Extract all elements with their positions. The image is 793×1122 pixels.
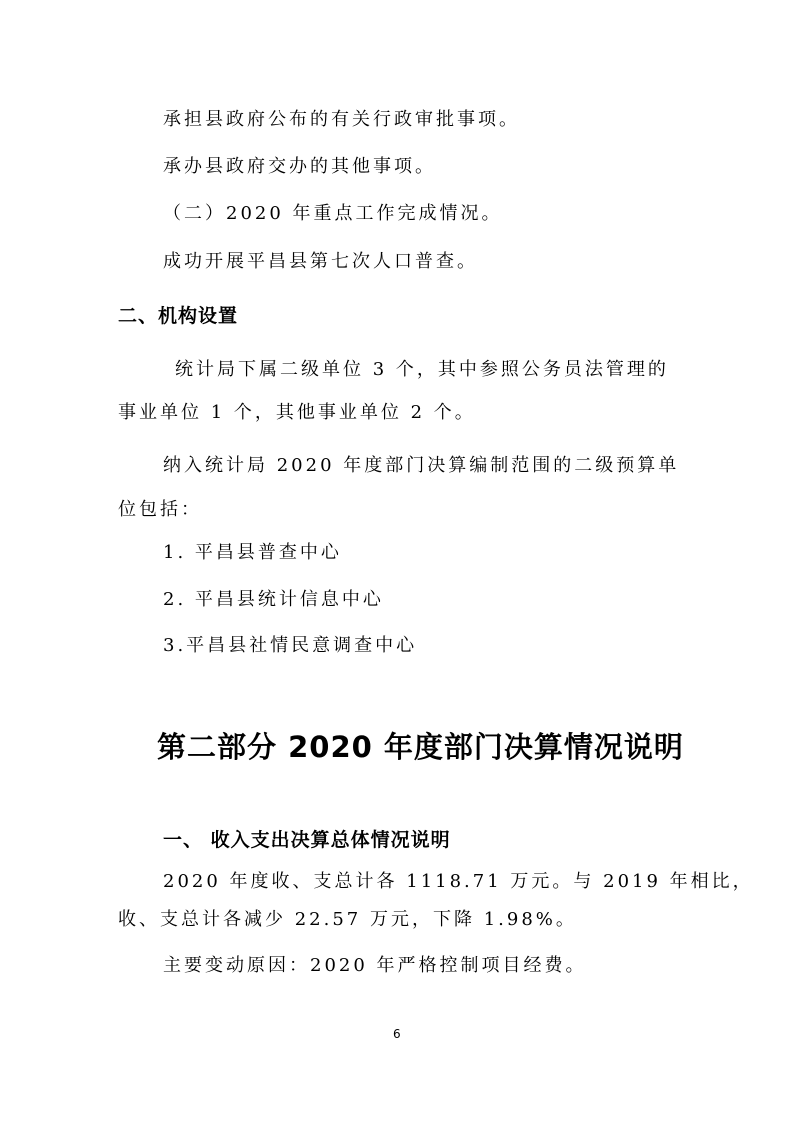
- totals-paragraph-line-1: 2020 年度收、支总计各 1118.71 万元。与 2019 年相比，: [163, 871, 754, 892]
- budget-units-paragraph-line-1: 纳入统计局 2020 年度部门决算编制范围的二级预算单: [163, 455, 680, 476]
- part-two-title: 第二部分 2020 年度部门决算情况说明: [157, 730, 684, 764]
- unit-list-item: 2. 平昌县统计信息中心: [163, 589, 384, 610]
- change-reason-paragraph: 主要变动原因：2020 年严格控制项目经费。: [163, 955, 587, 976]
- organization-paragraph-line-1: 统计局下属二级单位 3 个，其中参照公务员法管理的: [175, 359, 669, 380]
- budget-units-paragraph-line-2: 位包括：: [118, 499, 202, 520]
- duty-line-4: 承办县政府交办的其他事项。: [163, 156, 436, 177]
- page-number: 6: [393, 1027, 401, 1041]
- unit-list-item: 1. 平昌县普查中心: [163, 542, 342, 563]
- income-expenditure-heading: 一、 收入支出决算总体情况说明: [163, 829, 451, 851]
- duty-line-3: 承担县政府公布的有关行政审批事项。: [163, 109, 520, 130]
- unit-list-item: 3.平昌县社情民意调查中心: [163, 635, 418, 656]
- section-heading-organization: 二、机构设置: [118, 305, 239, 327]
- totals-paragraph-line-2: 收、支总计各减少 22.57 万元，下降 1.98%。: [118, 909, 577, 930]
- organization-paragraph-line-2: 事业单位 1 个，其他事业单位 2 个。: [118, 402, 476, 423]
- achievement-line: 成功开展平昌县第七次人口普查。: [163, 251, 478, 272]
- subheading-key-work: （二）2020 年重点工作完成情况。: [163, 203, 503, 224]
